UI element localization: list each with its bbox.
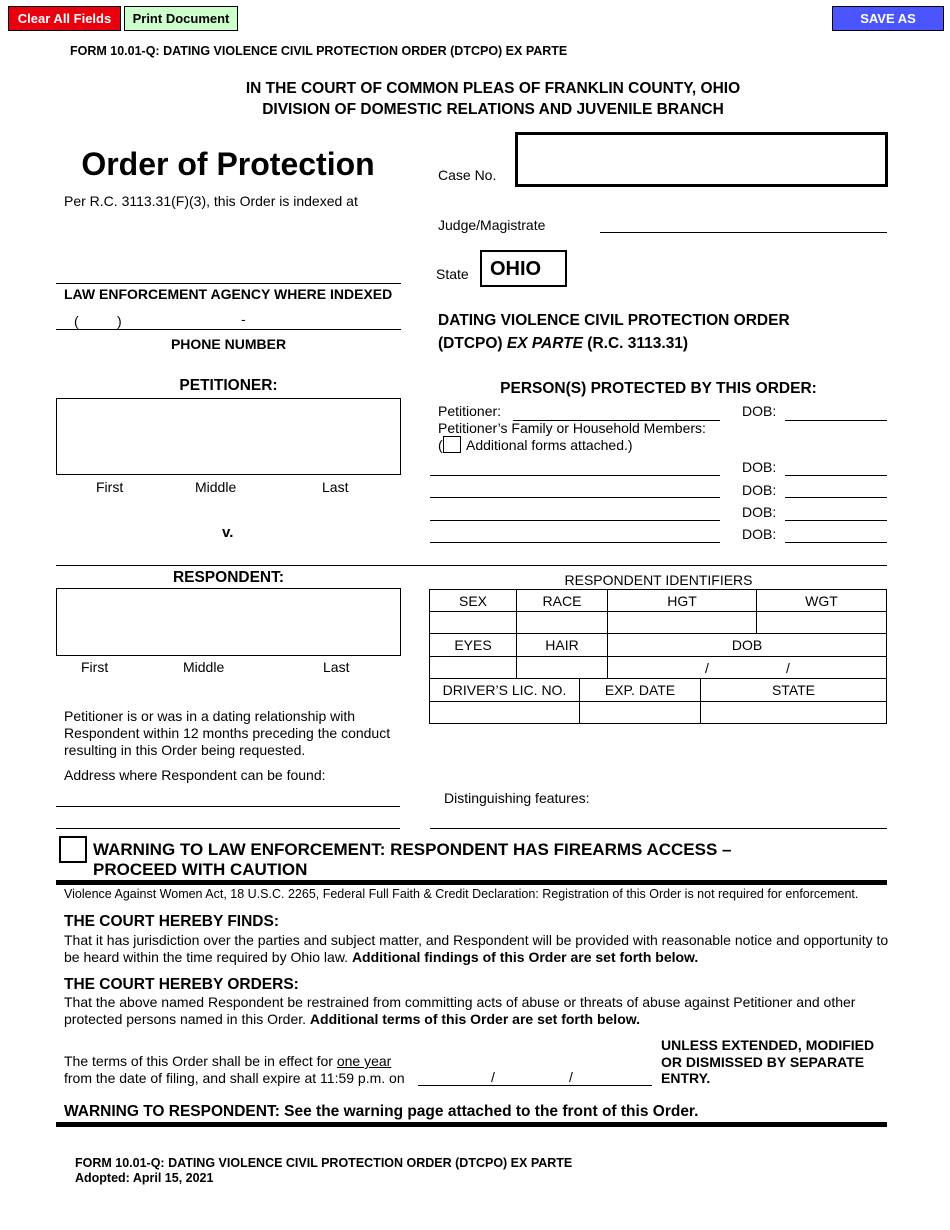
firearms-warning-checkbox[interactable] — [59, 836, 87, 863]
orders-text — [64, 994, 889, 1028]
hair-header: HAIR — [517, 634, 608, 657]
identifiers-table — [429, 589, 887, 679]
state-label: State — [436, 266, 469, 282]
sex-input[interactable] — [430, 612, 517, 634]
respondent-first-label: First — [81, 659, 109, 675]
court-division: DIVISION OF DOMESTIC RELATIONS AND JUVENILE BRANCH — [262, 101, 724, 118]
order-title-prefix: (DTCPO) — [438, 335, 507, 352]
form-header: FORM 10.01-Q: DATING VIOLENCE CIVIL PROTECTION ORDER (DTCPO) EX PARTE — [70, 44, 568, 58]
firearms-warning-line1: WARNING TO LAW ENFORCEMENT: RESPONDENT HAS FIREARMS ACCESS – — [93, 840, 732, 859]
license-header: DRIVER’S LIC. NO. — [430, 679, 580, 702]
order-title-suffix: (R.C. 3113.31) — [582, 335, 689, 352]
family-member-dob-label: DOB: — [742, 482, 777, 498]
respondent-name-input[interactable] — [56, 588, 401, 656]
license-table — [429, 678, 887, 724]
exp-date-header: EXP. DATE — [580, 679, 701, 702]
finds-body: That it has jurisdiction over the parties and subject matter, and Respondent will be provided with reasonable notice and opportunity to be heard within the time required by Ohio law. — [64, 932, 889, 965]
phone-open-paren: ( — [74, 313, 79, 329]
eyes-header: EYES — [430, 634, 517, 657]
features-label: Distinguishing features: — [444, 790, 590, 806]
phone-dash: - — [241, 311, 246, 327]
wgt-header: WGT — [757, 590, 887, 612]
orders-body: That the above named Respondent be restrained from committing acts of abuse or threats of abuse against Petitioner and other protected persons named in this Order. — [64, 994, 856, 1027]
family-member-dob-input[interactable] — [785, 520, 887, 521]
sex-header: SEX — [430, 590, 517, 612]
petitioner-middle-label: Middle — [195, 479, 237, 495]
clear-all-fields-button[interactable]: Clear All Fields — [8, 6, 121, 31]
family-member-dob-label: DOB: — [742, 504, 777, 520]
protected-petitioner-dob-label: DOB: — [742, 403, 777, 419]
finds-heading: THE COURT HEREBY FINDS: — [64, 913, 280, 930]
finds-bold: Additional findings of this Order are set forth below. — [351, 949, 699, 965]
respondent-warning-divider — [56, 1122, 887, 1127]
protected-petitioner-dob-input[interactable] — [785, 420, 887, 421]
versus-label: v. — [222, 524, 234, 541]
family-member-input[interactable] — [430, 542, 720, 543]
footer-adopted-date: Adopted: April 15, 2021 — [75, 1171, 214, 1185]
court-name: IN THE COURT OF COMMON PLEAS OF FRANKLIN COUNTY, OHIO — [245, 80, 741, 97]
phone-close-paren: ) — [117, 313, 122, 329]
license-state-header: STATE — [701, 679, 887, 702]
hgt-input[interactable] — [608, 612, 757, 634]
indexed-note: Per R.C. 3113.31(F)(3), this Order is indexed at — [64, 193, 358, 209]
case-number-input[interactable] — [515, 132, 888, 187]
eyes-input[interactable] — [430, 657, 517, 679]
additional-open-paren: ( — [438, 437, 443, 453]
term-line1-text: The terms of this Order shall be in effect for — [64, 1053, 337, 1069]
case-number-label: Case No. — [438, 167, 497, 183]
protected-petitioner-label: Petitioner: — [438, 403, 502, 419]
term-line1 — [64, 1053, 391, 1069]
order-title-ex-parte: EX PARTE — [506, 335, 583, 352]
family-member-input[interactable] — [430, 497, 720, 498]
respondent-warning: WARNING TO RESPONDENT: See the warning page attached to the front of this Order. — [64, 1103, 699, 1120]
petitioner-first-label: First — [96, 479, 124, 495]
order-title-line1: DATING VIOLENCE CIVIL PROTECTION ORDER — [438, 312, 790, 329]
license-state-input[interactable] — [701, 702, 887, 724]
agency-line[interactable] — [56, 283, 401, 284]
family-member-dob-label: DOB: — [742, 526, 777, 542]
footer-form-name: FORM 10.01-Q: DATING VIOLENCE CIVIL PROTECTION ORDER (DTCPO) EX PARTE — [75, 1156, 573, 1170]
orders-heading: THE COURT HEREBY ORDERS: — [64, 976, 299, 993]
features-input[interactable] — [430, 828, 887, 829]
dob-header: DOB — [608, 634, 887, 657]
vawa-declaration: Violence Against Women Act, 18 U.S.C. 2265, Federal Full Faith & Credit Declaration: Registration of this Order is not required for enforcement. — [64, 887, 859, 901]
judge-input[interactable] — [600, 232, 887, 233]
protected-heading: PERSON(S) PROTECTED BY THIS ORDER: — [500, 380, 817, 397]
respondent-last-label: Last — [323, 659, 350, 675]
respondent-heading: RESPONDENT: — [172, 569, 285, 586]
exp-date-input[interactable] — [580, 702, 701, 724]
save-as-button[interactable]: SAVE AS — [832, 6, 944, 31]
additional-forms-checkbox[interactable] — [443, 436, 461, 453]
family-member-dob-input[interactable] — [785, 475, 887, 476]
unless-extended-note: UNLESS EXTENDED, MODIFIED OR DISMISSED BY SEPARATE ENTRY. — [661, 1037, 875, 1086]
state-value: OHIO — [480, 250, 567, 287]
wgt-input[interactable] — [757, 612, 887, 634]
address-input-line1[interactable] — [56, 806, 400, 807]
phone-number-label: PHONE NUMBER — [170, 336, 287, 352]
hair-input[interactable] — [517, 657, 608, 679]
address-input-line2[interactable] — [56, 828, 400, 829]
finds-text — [64, 932, 889, 966]
additional-forms-label: Additional forms attached.) — [466, 437, 633, 453]
phone-number-field[interactable] — [56, 329, 401, 330]
race-input[interactable] — [517, 612, 608, 634]
expiration-date-separator: / — [569, 1069, 573, 1085]
order-title-line2 — [438, 335, 688, 353]
expiration-date-input[interactable] — [418, 1085, 652, 1086]
page-title: Order of Protection — [81, 146, 375, 182]
agency-label: LAW ENFORCEMENT AGENCY WHERE INDEXED — [64, 286, 393, 302]
family-member-dob-input[interactable] — [785, 542, 887, 543]
term-one-year: one year — [336, 1053, 392, 1069]
judge-label: Judge/Magistrate — [438, 217, 546, 233]
family-members-label: Petitioner’s Family or Household Members: — [438, 420, 706, 436]
petitioner-last-label: Last — [322, 479, 349, 495]
section-divider — [56, 565, 887, 566]
family-member-input[interactable] — [430, 475, 720, 476]
dob-separator: / — [786, 660, 790, 676]
respondent-middle-label: Middle — [183, 659, 225, 675]
license-input[interactable] — [430, 702, 580, 724]
print-document-button[interactable]: Print Document — [124, 6, 238, 31]
family-member-dob-input[interactable] — [785, 497, 887, 498]
dob-input[interactable] — [608, 657, 887, 679]
petitioner-heading: PETITIONER: — [179, 377, 278, 394]
petitioner-name-input[interactable] — [56, 398, 401, 475]
relationship-text: Petitioner is or was in a dating relationship with Respondent within 12 months preceding the conduct resulting in this Order being requested. — [64, 708, 391, 758]
orders-bold: Additional terms of this Order are set forth below. — [309, 1011, 641, 1027]
family-member-input[interactable] — [430, 520, 720, 521]
race-header: RACE — [517, 590, 608, 612]
expiration-date-separator: / — [491, 1069, 495, 1085]
dob-separator: / — [705, 660, 709, 676]
hgt-header: HGT — [608, 590, 757, 612]
family-member-dob-label: DOB: — [742, 459, 777, 475]
term-line2: from the date of filing, and shall expire at 11:59 p.m. on — [64, 1070, 405, 1086]
firearms-warning-line2: PROCEED WITH CAUTION — [93, 860, 308, 879]
identifiers-heading: RESPONDENT IDENTIFIERS — [564, 572, 753, 588]
firearms-divider — [56, 880, 887, 885]
address-label: Address where Respondent can be found: — [64, 767, 326, 783]
